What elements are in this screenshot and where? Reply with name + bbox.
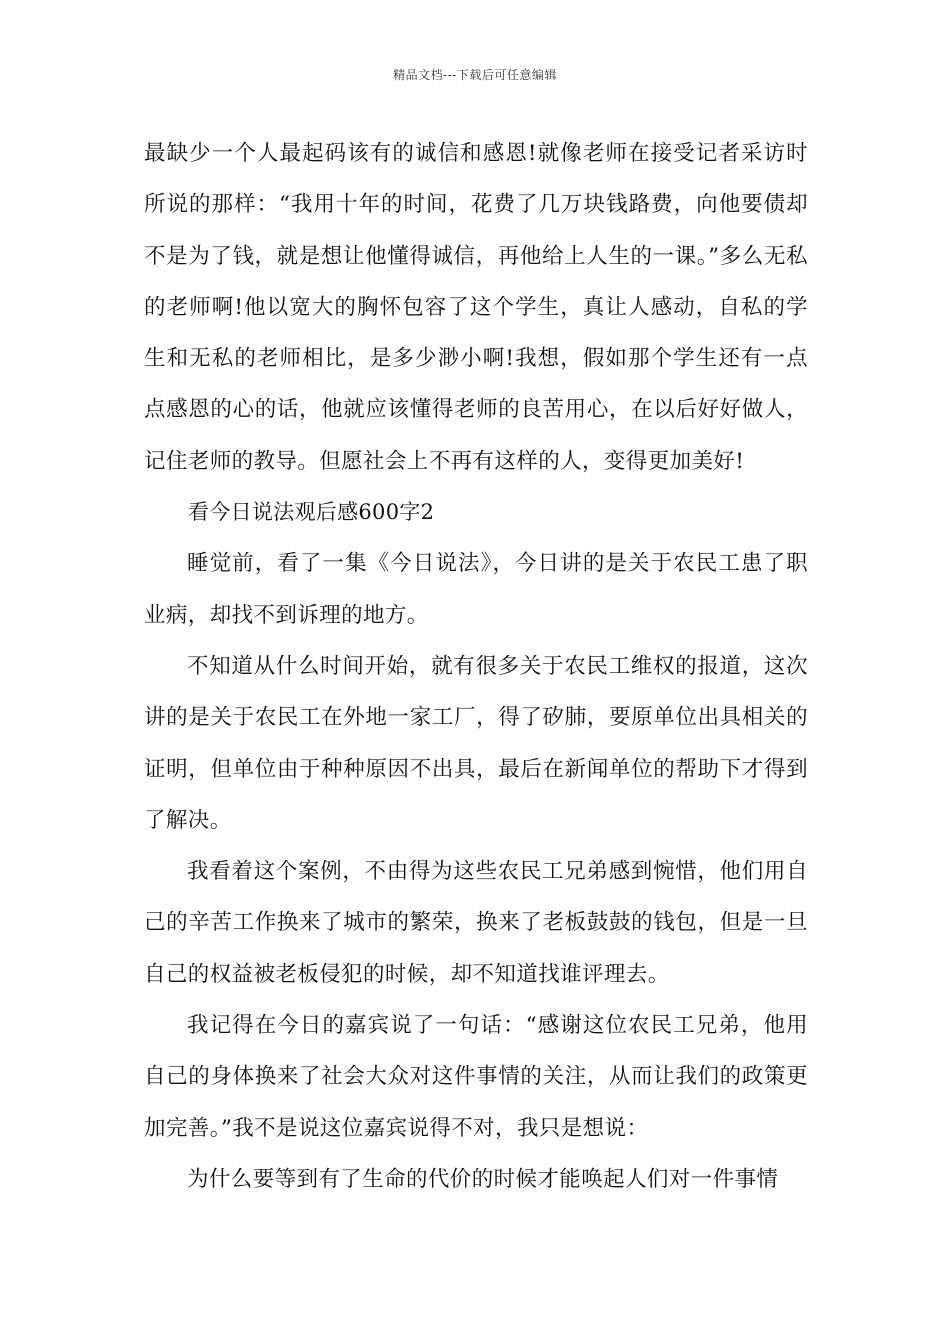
paragraph: 我记得在今日的嘉宾说了一句话：“感谢这位农民工兄弟，他用自己的身体换来了社会大众对这件事情的关注，从而让我们的政策更加完善。”我不是说这位嘉宾说得不对，我只是想说：	[144, 1013, 808, 1141]
paragraph: 我看着这个案例，不由得为这些农民工兄弟感到惋惜，他们用自己的辛苦工作换来了城市的繁荣，换来了老板鼓鼓的钱包，但是一旦自己的权益被老板侵犯的时候，却不知道找谁评理去。	[144, 859, 808, 987]
paragraph: 为什么要等到有了生命的代价的时候才能唤起人们对一件事情	[187, 1166, 779, 1192]
paragraph: 睡觉前，看了一集《今日说法》，今日讲的是关于农民工患了职业病，却找不到诉理的地方。	[144, 551, 808, 628]
section-subtitle: 看今日说法观后感600字2	[188, 500, 435, 525]
page-header: 精品文档---下载后可任意编辑	[393, 68, 557, 82]
paragraph: 不知道从什么时间开始，就有很多关于农民工维权的报道，这次讲的是关于农民工在外地一家工厂，得了矽肺，要原单位出具相关的证明，但单位由于种种原因不出具，最后在新闻单位的帮助下才得到了解决。	[144, 653, 808, 833]
document-body	[144, 128, 808, 1205]
paragraph-continued: 最缺少一个人最起码该有的诚信和感恩!就像老师在接受记者采访时所说的那样：“我用十年的时间，花费了几万块钱路费，向他要债却不是为了钱，就是想让他懂得诚信，再他给上人生的一课。”多么无私的老师啊!他以宽大的胸怀包容了这个学生，真让人感动，自私的学生和无私的老师相比，是多少渺小啊!我想，假如那个学生还有一点点感恩的心的话，他就应该懂得老师的良苦用心，在以后好好做人，记住老师的教导。但愿社会上不再有这样的人，变得更加美好!	[144, 141, 808, 474]
